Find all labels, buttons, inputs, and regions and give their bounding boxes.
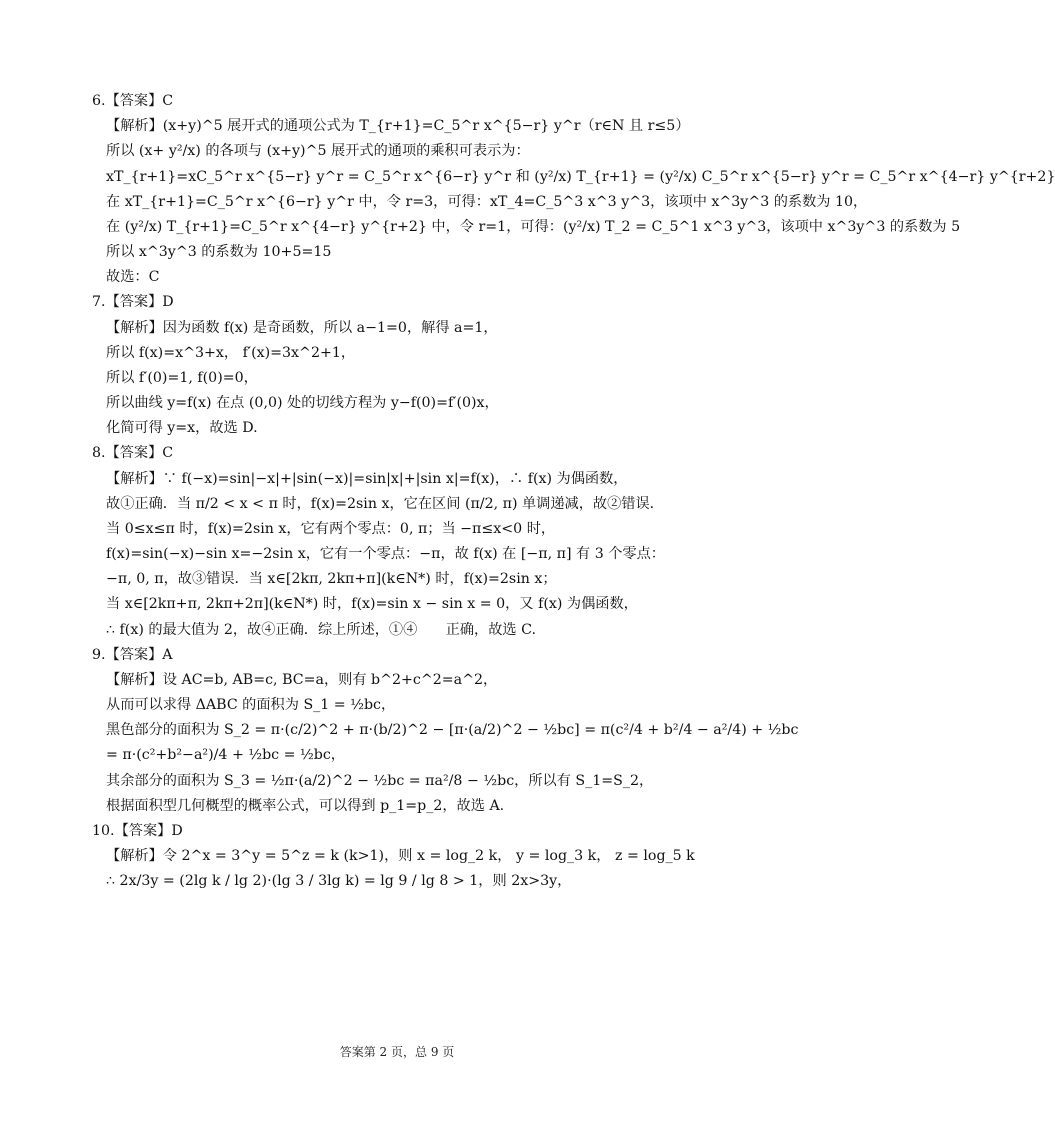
q6-line-6: 所以 x^3y^3 的系数为 10+5=15 [106, 244, 332, 261]
q6-line-3: xT_{r+1}=xC_5^r x^{5−r} y^r = C_5^r x^{6−r} y^r 和 (y²/x) T_{r+1} = (y²/x) C_5^r x^{5−r} y^r = C_5^r x^{4−r} y^{r+2} [106, 168, 1055, 185]
q6-line-5: 在 (y²/x) T_{r+1}=C_5^r x^{4−r} y^{r+2} 中，令 r=1，可得：(y²/x) T_2 = C_5^1 x^3 y^3，该项中 x^3y^3 的系数为 5 [106, 218, 961, 235]
q9-line-1: 【解析】设 AC=b, AB=c, BC=a，则有 b^2+c^2=a^2， [106, 671, 498, 688]
q6-line-1: 【解析】(x+y)^5 展开式的通项公式为 T_{r+1}=C_5^r x^{5−r} y^r（r∈N 且 r≤5） [106, 118, 690, 135]
q9-line-5: 其余部分的面积为 S_3 = ½π·(a/2)^2 − ½bc = πa²/8 − ½bc，所以有 S_1=S_2， [106, 772, 654, 789]
q9-answer: 9.【答案】A [92, 646, 173, 663]
question-10 [92, 822, 712, 892]
q7-line-5: 化简可得 y=x，故选 D. [106, 420, 258, 437]
q10-line-2: ∴ 2x/3y = (2lg k / lg 2)·(lg 3 / 3lg k) = lg 9 / lg 8 > 1，则 2x>3y， [106, 873, 572, 890]
solutions-content [92, 92, 1055, 898]
q6-line-7: 故选：C [106, 269, 160, 286]
question-9 [92, 646, 799, 816]
q7-answer: 7.【答案】D [92, 294, 174, 311]
q7-line-2: 所以 f(x)=x^3+x， f′(x)=3x^2+1， [106, 344, 356, 361]
question-8 [92, 444, 712, 639]
q7-line-3: 所以 f′(0)=1, f(0)=0， [106, 369, 258, 386]
q8-line-1: 【解析】∵ f(−x)=sin|−x|+|sin(−x)|=sin|x|+|sin x|=f(x)，∴ f(x) 为偶函数， [106, 470, 628, 487]
q8-line-5: −π, 0, π，故③错误．当 x∈[2kπ, 2kπ+π](k∈N*) 时，f(x)=2sin x； [106, 571, 557, 588]
q10-line-1: 【解析】令 2^x = 3^y = 5^z = k (k>1)，则 x = log_2 k， y = log_3 k， z = log_5 k [106, 848, 695, 865]
q9-line-6: 根据面积型几何概型的概率公式，可以得到 p_1=p_2，故选 A. [106, 797, 505, 814]
question-6 [92, 92, 1055, 287]
q9-line-2: 从而可以求得 ΔABC 的面积为 S_1 = ½bc， [106, 697, 396, 714]
q8-line-4: f(x)=sin(−x)−sin x=−2sin x，它有一个零点：−π，故 f(x) 在 [−π, π] 有 3 个零点： [106, 546, 665, 563]
q8-line-6: 当 x∈[2kπ+π, 2kπ+2π](k∈N*) 时，f(x)=sin x − sin x = 0，又 f(x) 为偶函数， [106, 596, 638, 613]
q8-line-3: 当 0≤x≤π 时，f(x)=2sin x，它有两个零点：0, π；当 −π≤x<0 时， [106, 520, 556, 537]
q9-line-4: = π·(c²+b²−a²)/4 + ½bc = ½bc， [106, 747, 345, 764]
question-7 [92, 293, 712, 438]
page-footer: 答案第 2 页，总 9 页 [339, 1045, 455, 1059]
q8-line-2: 故①正确．当 π/2 < x < π 时，f(x)=2sin x，它在区间 (π/2, π) 单调递减，故②错误． [106, 495, 664, 512]
q8-answer: 8.【答案】C [92, 445, 174, 462]
q6-answer: 6.【答案】C [92, 93, 174, 109]
q7-line-1: 【解析】因为函数 f(x) 是奇函数，所以 a−1=0，解得 a=1， [106, 319, 498, 336]
q8-line-7: ∴ f(x) 的最大值为 2，故④正确．综上所述，①④ 正确，故选 C. [106, 621, 536, 638]
q10-answer: 10.【答案】D [92, 822, 183, 839]
q6-line-4: 在 xT_{r+1}=C_5^r x^{6−r} y^r 中，令 r=3，可得：xT_4=C_5^3 x^3 y^3，该项中 x^3y^3 的系数为 10， [106, 193, 868, 210]
q9-line-3: 黑色部分的面积为 S_2 = π·(c/2)^2 + π·(b/2)^2 − [π·(a/2)^2 − ½bc] = π(c²/4 + b²/4 − a²/4) + ½bc [106, 722, 799, 739]
q7-line-4: 所以曲线 y=f(x) 在点 (0,0) 处的切线方程为 y−f(0)=f′(0)x， [106, 395, 499, 412]
q6-line-2: 所以 (x+ y²/x) 的各项与 (x+y)^5 展开式的通项的乘积可表示为： [106, 143, 530, 160]
